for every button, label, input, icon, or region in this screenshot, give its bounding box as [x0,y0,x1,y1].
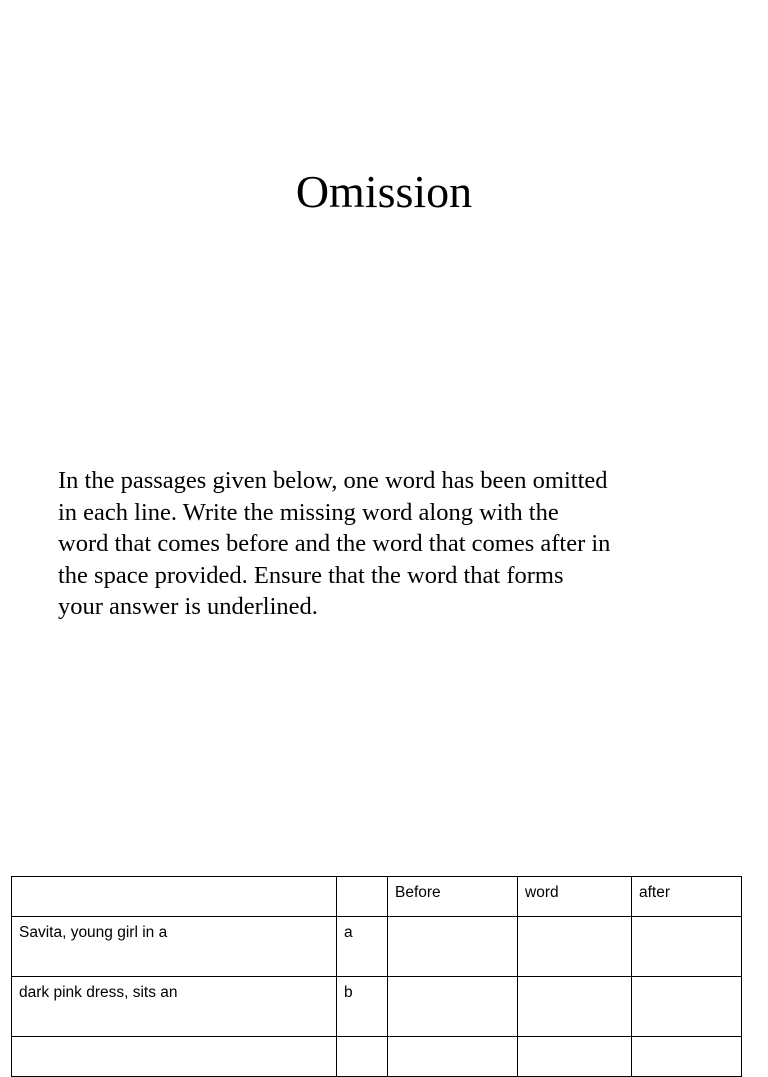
instructions-line: in each line. Write the missing word along with the [58,498,559,526]
header-cell-after: after [632,877,742,917]
header-cell-letter [337,877,388,917]
word-answer-cell[interactable] [518,917,632,977]
header-cell-word: word [518,877,632,917]
passage-line-cell: Savita, young girl in a [12,917,337,977]
page-title: Omission [295,166,473,217]
before-answer-cell[interactable] [388,917,518,977]
instructions-line: word that comes before and the word that comes after in [58,530,611,557]
table-row [12,1037,742,1077]
after-answer-cell[interactable] [632,917,742,977]
instructions-paragraph [58,465,738,623]
line-letter-cell [337,1037,388,1077]
passage-line-cell [12,1037,337,1077]
answer-table [11,876,742,1077]
line-letter-cell: a [337,917,388,977]
table-header-row [12,877,742,917]
table-row [12,977,742,1037]
before-answer-cell[interactable] [388,1037,518,1077]
instructions-line: your answer is underlined. [58,593,318,620]
instructions-line: the space provided. Ensure that the word that forms [58,561,564,589]
word-answer-cell[interactable] [518,977,632,1037]
after-answer-cell[interactable] [632,977,742,1037]
header-cell-passage [12,877,337,917]
after-answer-cell[interactable] [632,1037,742,1077]
word-answer-cell[interactable] [518,1037,632,1077]
header-cell-before: Before [388,877,518,917]
passage-line-cell: dark pink dress, sits an [12,977,337,1037]
table-row [12,917,742,977]
before-answer-cell[interactable] [388,977,518,1037]
line-letter-cell: b [337,977,388,1037]
instructions-line: In the passages given below, one word has been omitted [58,467,608,494]
